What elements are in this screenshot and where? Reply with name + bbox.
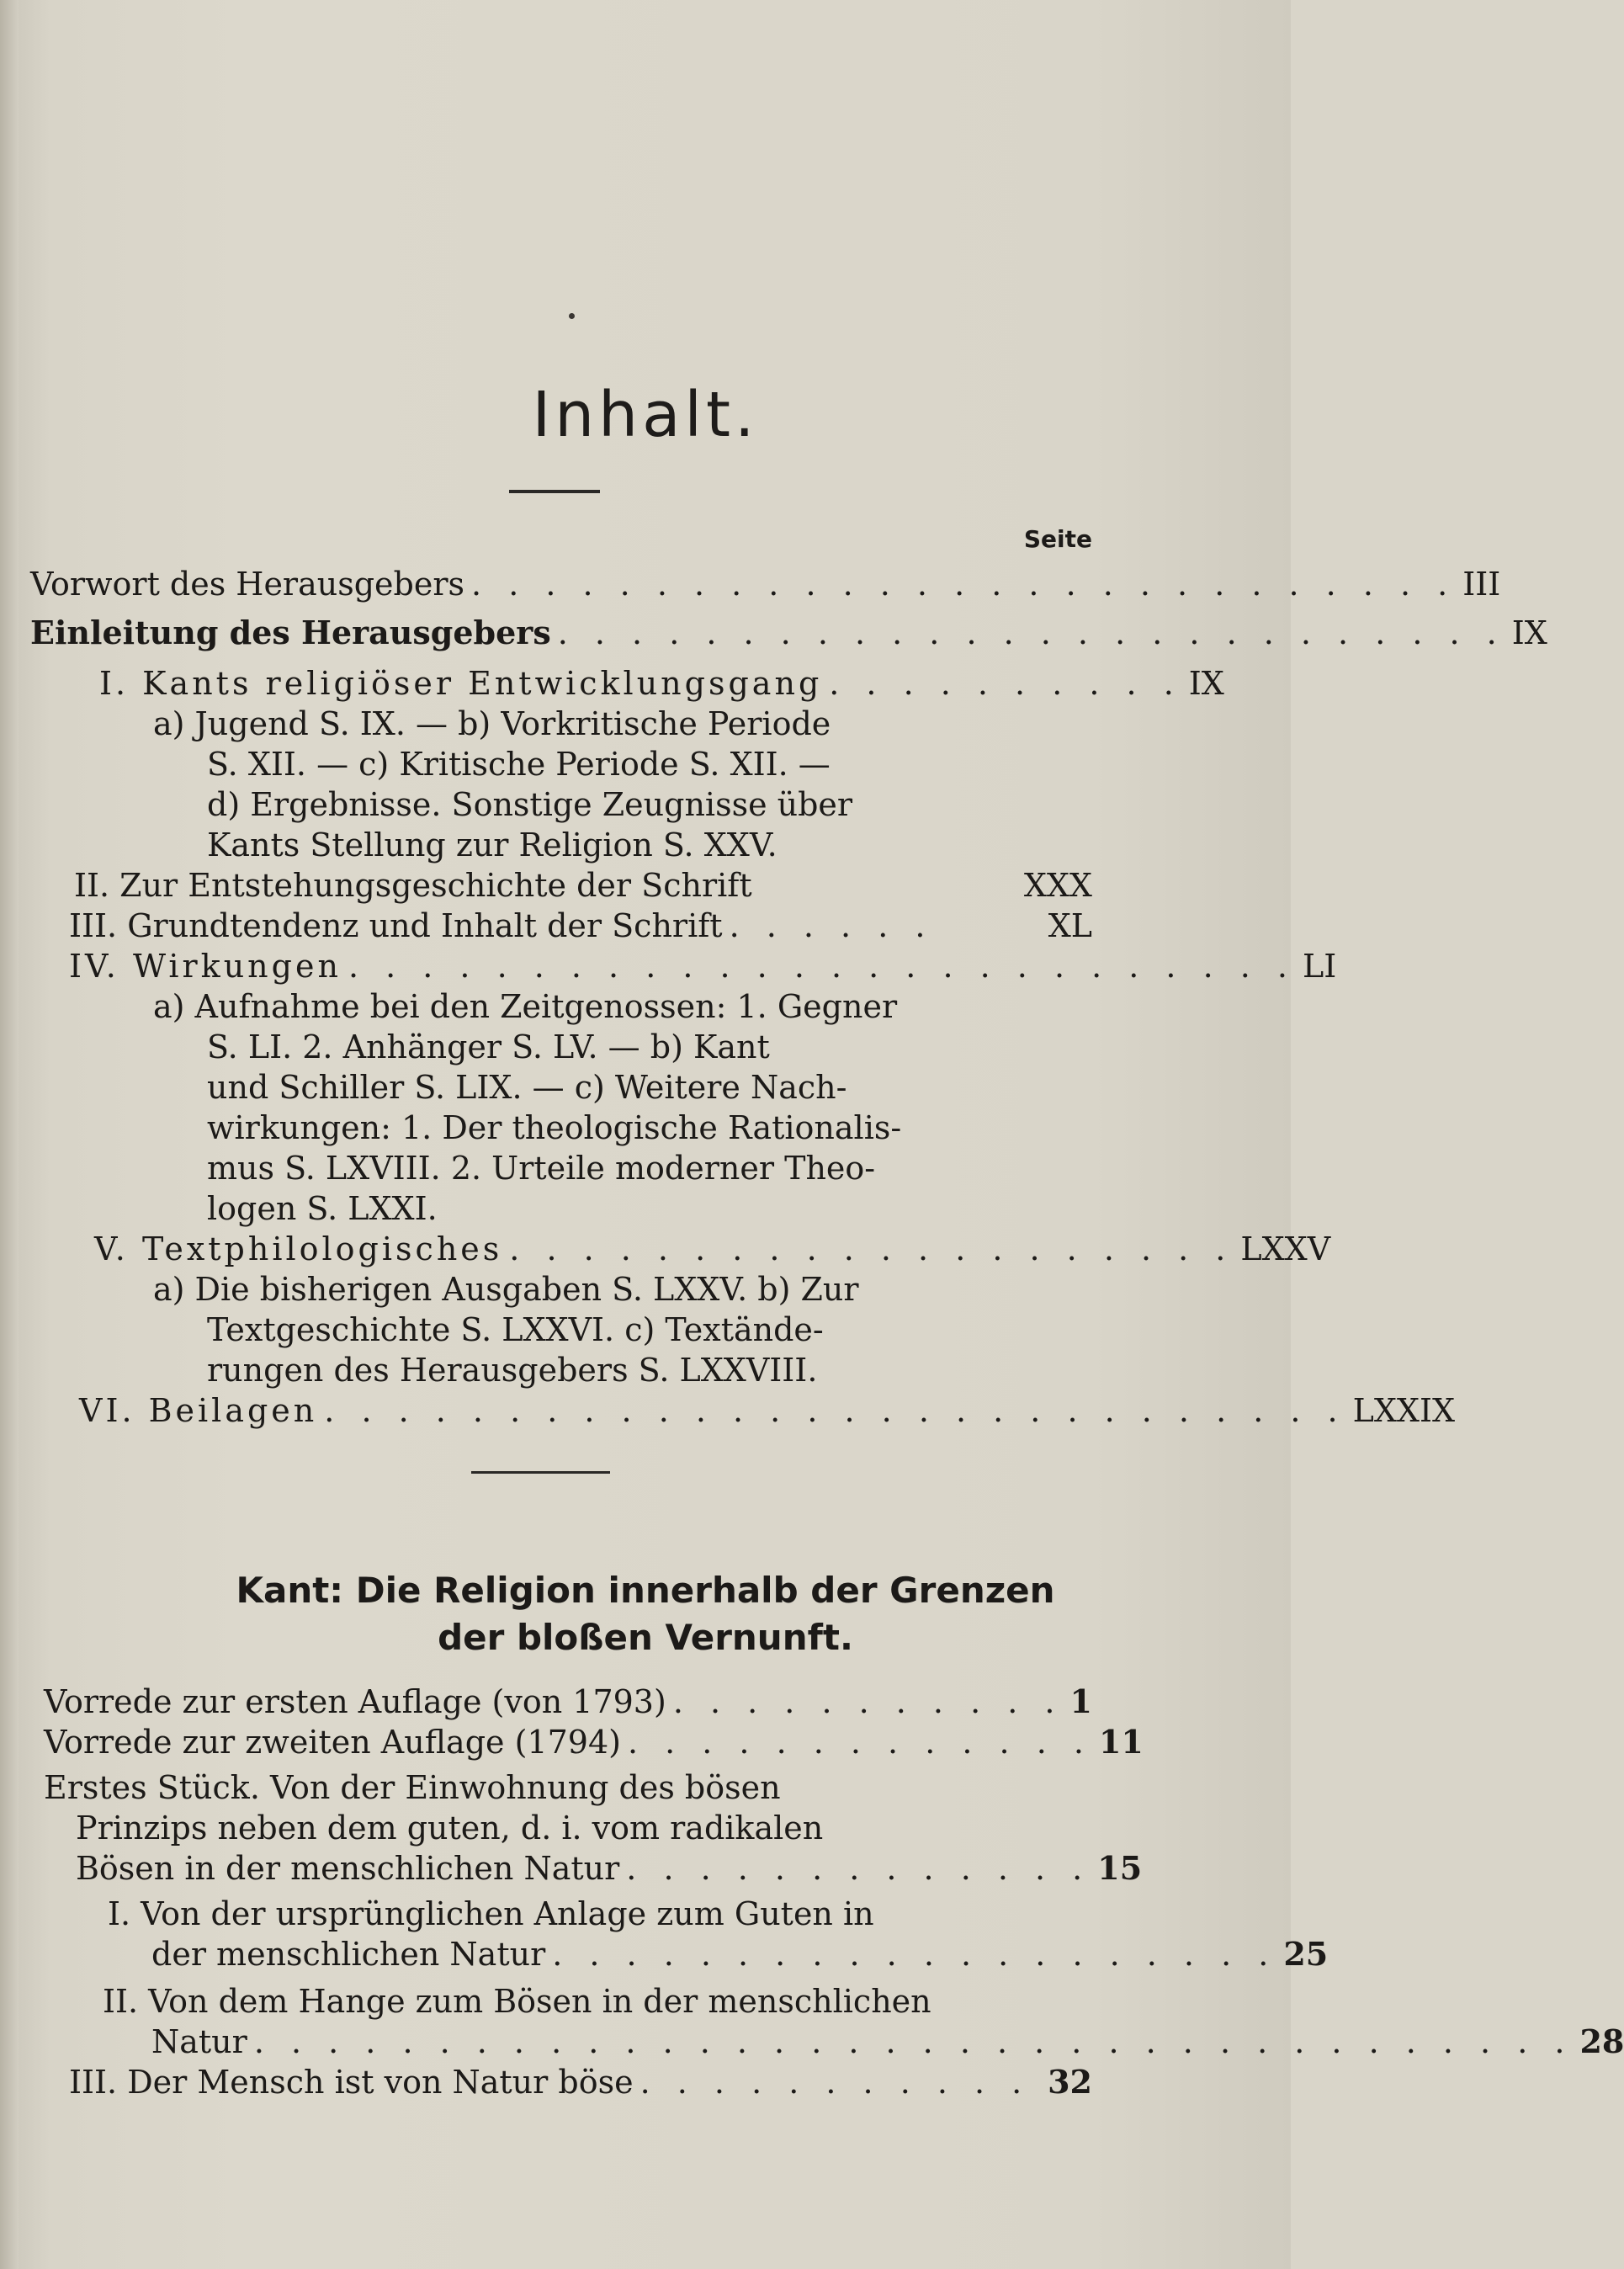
toc-subline: mus S. LXVIII. 2. Urteile moderner Theo- [207, 1150, 876, 1187]
toc-entry-vorrede-1 [44, 1682, 1092, 1722]
toc-subline: a) Die bisherigen Ausgaben S. LXXV. b) Zur [153, 1271, 859, 1308]
leader-dots: . . . . . . . . . . . [640, 2064, 1031, 2101]
toc-entry-page: III [1462, 566, 1501, 603]
toc-entry-label: Einleitung des Herausgebers [30, 614, 551, 651]
toc-entry-label: I. Kants religiöser Entwicklungsgang [99, 665, 823, 702]
work-heading-line-2: der bloßen Vernunft. [438, 1617, 853, 1658]
toc-entry-label: V. Textphilologisches [94, 1230, 503, 1267]
toc-entry-label: Natur [151, 2023, 247, 2060]
work-heading-line-1: Kant: Die Religion innerhalb der Grenzen [236, 1570, 1055, 1611]
page-title: Inhalt. [532, 379, 759, 451]
page-gutter-shadow [0, 0, 19, 2269]
title-ornament-rule [509, 490, 600, 493]
leader-dots: . . . . . . . . . . . . . . . . . . . . . . . . . . . . [324, 1392, 1346, 1429]
leader-dots: . . . . . . . . . . . . . [627, 1724, 1092, 1761]
toc-subline: a) Jugend S. IX. — b) Vorkritische Periode [153, 705, 831, 742]
toc-subline: S. LI. 2. Anhänger S. LV. — b) Kant [207, 1028, 770, 1065]
toc-entry-vorrede-2 [44, 1722, 1144, 1762]
leader-dots: . . . . . . . . . . [829, 665, 1182, 702]
toc-entry-label: Vorrede zur ersten Auflage (von 1793) [44, 1683, 666, 1720]
toc-entry-label: IV. Wirkungen [69, 948, 342, 985]
leader-dots: . . . . . . [729, 907, 934, 944]
toc-entry-page: 1 [1069, 1682, 1092, 1720]
toc-entry-label: III. Der Mensch ist von Natur böse [69, 2064, 634, 2101]
toc-entry-label: VI. Beilagen [79, 1392, 318, 1429]
toc-subline: S. XII. — c) Kritische Periode S. XII. — [207, 746, 831, 783]
toc-entry-label: Vorwort des Herausgebers [30, 566, 465, 603]
print-speck [569, 313, 575, 319]
leader-dots: . . . . . . . . . . . . . . . . . . . . [509, 1230, 1234, 1267]
toc-entry-label: II. Zur Entstehungsgeschichte der Schrift [74, 867, 752, 904]
toc-entry-v [94, 1229, 1331, 1269]
toc-entry-vi [79, 1390, 1456, 1431]
toc-subline: Kants Stellung zur Religion S. XXV. [207, 826, 778, 863]
leader-dots: . . . . . . . . . . . . . . . . . . . . . . . . . . [557, 614, 1505, 651]
section-divider [471, 1471, 610, 1474]
toc-entry-hang [151, 2022, 1624, 2062]
toc-entry-page: LXXV [1240, 1230, 1331, 1267]
toc-entry-boesen [76, 1848, 1143, 1889]
toc-subline: a) Aufnahme bei den Zeitgenossen: 1. Gegner [153, 988, 898, 1025]
toc-entry-label: Bösen in der menschlichen Natur [76, 1850, 620, 1887]
toc-entry-label: III. Grundtendenz und Inhalt der Schrift [69, 907, 723, 944]
toc-subline: rungen des Herausgebers S. LXXVIII. [207, 1352, 818, 1389]
toc-entry-page: XXX [1023, 867, 1092, 904]
toc-entry-erstes-stueck: Erstes Stück. Von der Einwohnung des bösen [44, 1769, 781, 1806]
toc-entry-label: der menschlichen Natur [151, 1936, 546, 1973]
leader-dots: . . . . . . . . . . . . . . . . . . . . . . . . . . [348, 948, 1296, 985]
toc-entry-label: Vorrede zur zweiten Auflage (1794) [44, 1724, 621, 1761]
toc-subline: II. Von dem Hange zum Bösen in der menschlichen [103, 1983, 931, 2020]
toc-entry-page: 15 [1097, 1849, 1143, 1887]
toc-entry-einleitung [30, 613, 1547, 653]
toc-subline: d) Ergebnisse. Sonstige Zeugnisse über [207, 786, 853, 823]
leader-dots: . . . . . . . . . . . . . . . . . . . . [552, 1936, 1277, 1973]
toc-entry-page: LI [1302, 948, 1337, 985]
toc-entry-page: LXXIX [1352, 1392, 1456, 1429]
toc-entry-i [99, 663, 1224, 704]
toc-entry-page: 28 [1579, 2022, 1624, 2060]
toc-entry-ii [74, 865, 1092, 906]
toc-entry-page: 11 [1098, 1723, 1144, 1761]
toc-entry-page: IX [1511, 614, 1547, 651]
toc-entry-page: 32 [1048, 2063, 1092, 2101]
leader-dots: . . . . . . . . . . . [672, 1683, 1064, 1720]
toc-entry-anlage [151, 1934, 1329, 1974]
toc-entry-vorwort [30, 564, 1501, 604]
toc-subline: Prinzips neben dem guten, d. i. vom radikalen [76, 1809, 824, 1847]
toc-subline: und Schiller S. LIX. — c) Weitere Nach- [207, 1069, 847, 1106]
leader-dots: . . . . . . . . . . . . . . . . . . . . . . . . . . . [471, 566, 1457, 603]
toc-entry-page: XL [1048, 907, 1092, 944]
toc-subline: logen S. LXXI. [207, 1190, 438, 1227]
toc-subline: wirkungen: 1. Der theologische Rationalis- [207, 1109, 902, 1146]
toc-subline: Textgeschichte S. LXXVI. c) Textände- [207, 1311, 824, 1348]
toc-subline: I. Von der ursprünglichen Anlage zum Guten in [108, 1895, 874, 1932]
toc-entry-iii [69, 906, 1092, 946]
leader-dots: . . . . . . . . . . . . . . . . . . . . . . . . . . . . . . . . . . . . [253, 2023, 1574, 2060]
toc-entry-page: IX [1188, 665, 1224, 702]
toc-entry-mensch [69, 2062, 1092, 2102]
leader-dots: . . . . . . . . . . . . . [626, 1850, 1091, 1887]
toc-entry-iv [69, 946, 1337, 986]
seite-column-label: Seite [1023, 525, 1092, 553]
toc-entry-page: 25 [1283, 1935, 1329, 1973]
